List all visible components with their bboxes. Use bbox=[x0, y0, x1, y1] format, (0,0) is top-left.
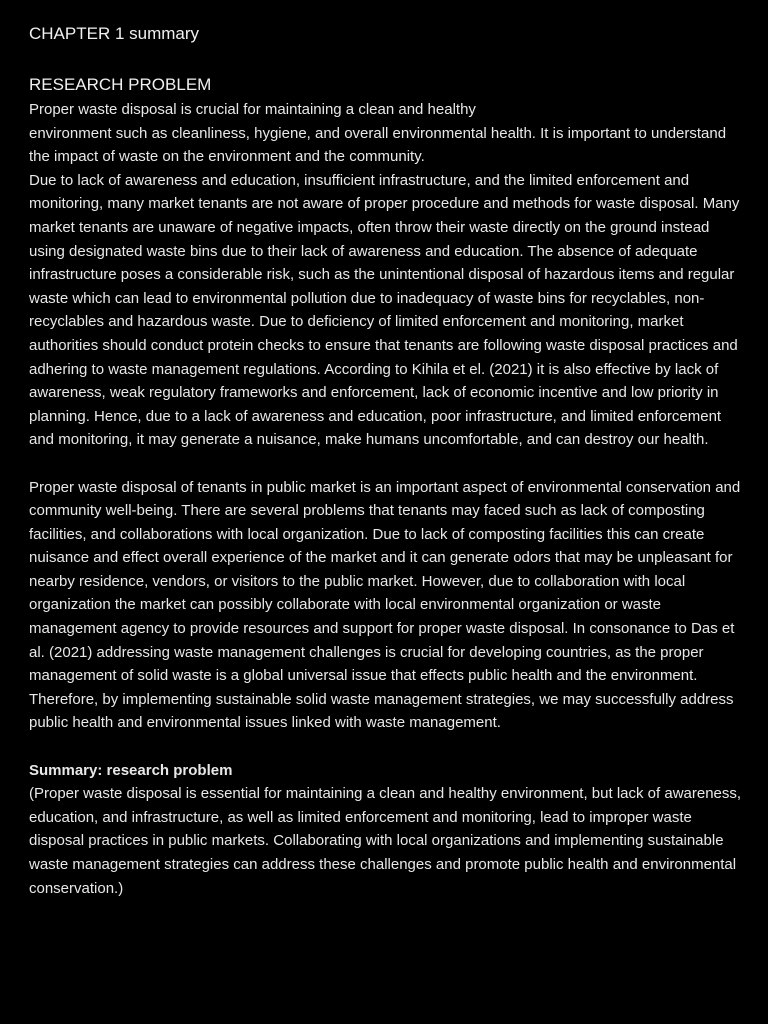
summary-label: Summary: research problem bbox=[29, 761, 233, 779]
paragraph-1: Proper waste disposal is crucial for maintaining a clean and healthy environment such as cleanliness, hygiene, and overall environmental health. It is important to understand the impact of waste on the environment and the community. Due to lack of awareness and education, insufficient infrastructure, and the limited enforcement and monitoring, many market tenants are not aware of proper procedure and methods for waste disposal. Many market tenants are unaware of negative impacts, often throw their waste directly on the ground instead using designated waste bins due to their lack of awareness and education. The absence of adequate infrastructure poses a considerable risk, such as the unintentional disposal of hazardous items and regular waste which can lead to environmental pollution due to inadequacy of waste bins for recyclables, non-recyclables and hazardous waste. Due to deficiency of limited enforcement and monitoring, market authorities should conduct protein checks to ensure that tenants are following waste disposal practices and adhering to waste management regulations. According to Kihila et el. (2021) it is also effective by lack of awareness, weak regulatory frameworks and enforcement, lack of economic incentive and low priority in planning. Hence, due to a lack of awareness and education, poor infrastructure, and limited enforcement and monitoring, it may generate a nuisance, make humans uncomfortable, and can destroy our health. bbox=[29, 101, 740, 449]
page-title: CHAPTER 1 summary bbox=[29, 24, 200, 43]
paragraph-2: Proper waste disposal of tenants in public market is an important aspect of environmental conservation and community well-being. There are several problems that tenants may faced such as lack of composting facilities, and collaborations with local organization. Due to lack of composting facilities this can create nuisance and effect overall experience of the market and it can generate odors that may be unpleasant for nearby residence, vendors, or visitors to the public market. However, due to collaboration with local organization the market can possibly collaborate with local environmental organization or waste management agency to provide resources and support for proper waste disposal. In consonance to Das et al. (2021) addressing waste management challenges is crucial for developing countries, as the proper management of solid waste is a global universal issue that effects public health and the environment. Therefore, by implementing sustainable solid waste management strategies, we may successfully address public health and environmental issues linked with waste management. bbox=[29, 478, 741, 732]
paragraph-gap bbox=[29, 735, 744, 759]
section-heading: RESEARCH PROBLEM bbox=[29, 75, 212, 94]
paragraph-gap bbox=[29, 452, 744, 476]
document-page bbox=[29, 22, 744, 900]
summary-text: (Proper waste disposal is essential for maintaining a clean and healthy environment, but lack of awareness, education, and infrastructure, as well as limited enforcement and monitoring, lead to improper waste disposal practices in public markets. Collaborating with local organizations and implementing sustainable waste management strategies can address these challenges and promote public health and environmental conservation.) bbox=[29, 785, 742, 897]
